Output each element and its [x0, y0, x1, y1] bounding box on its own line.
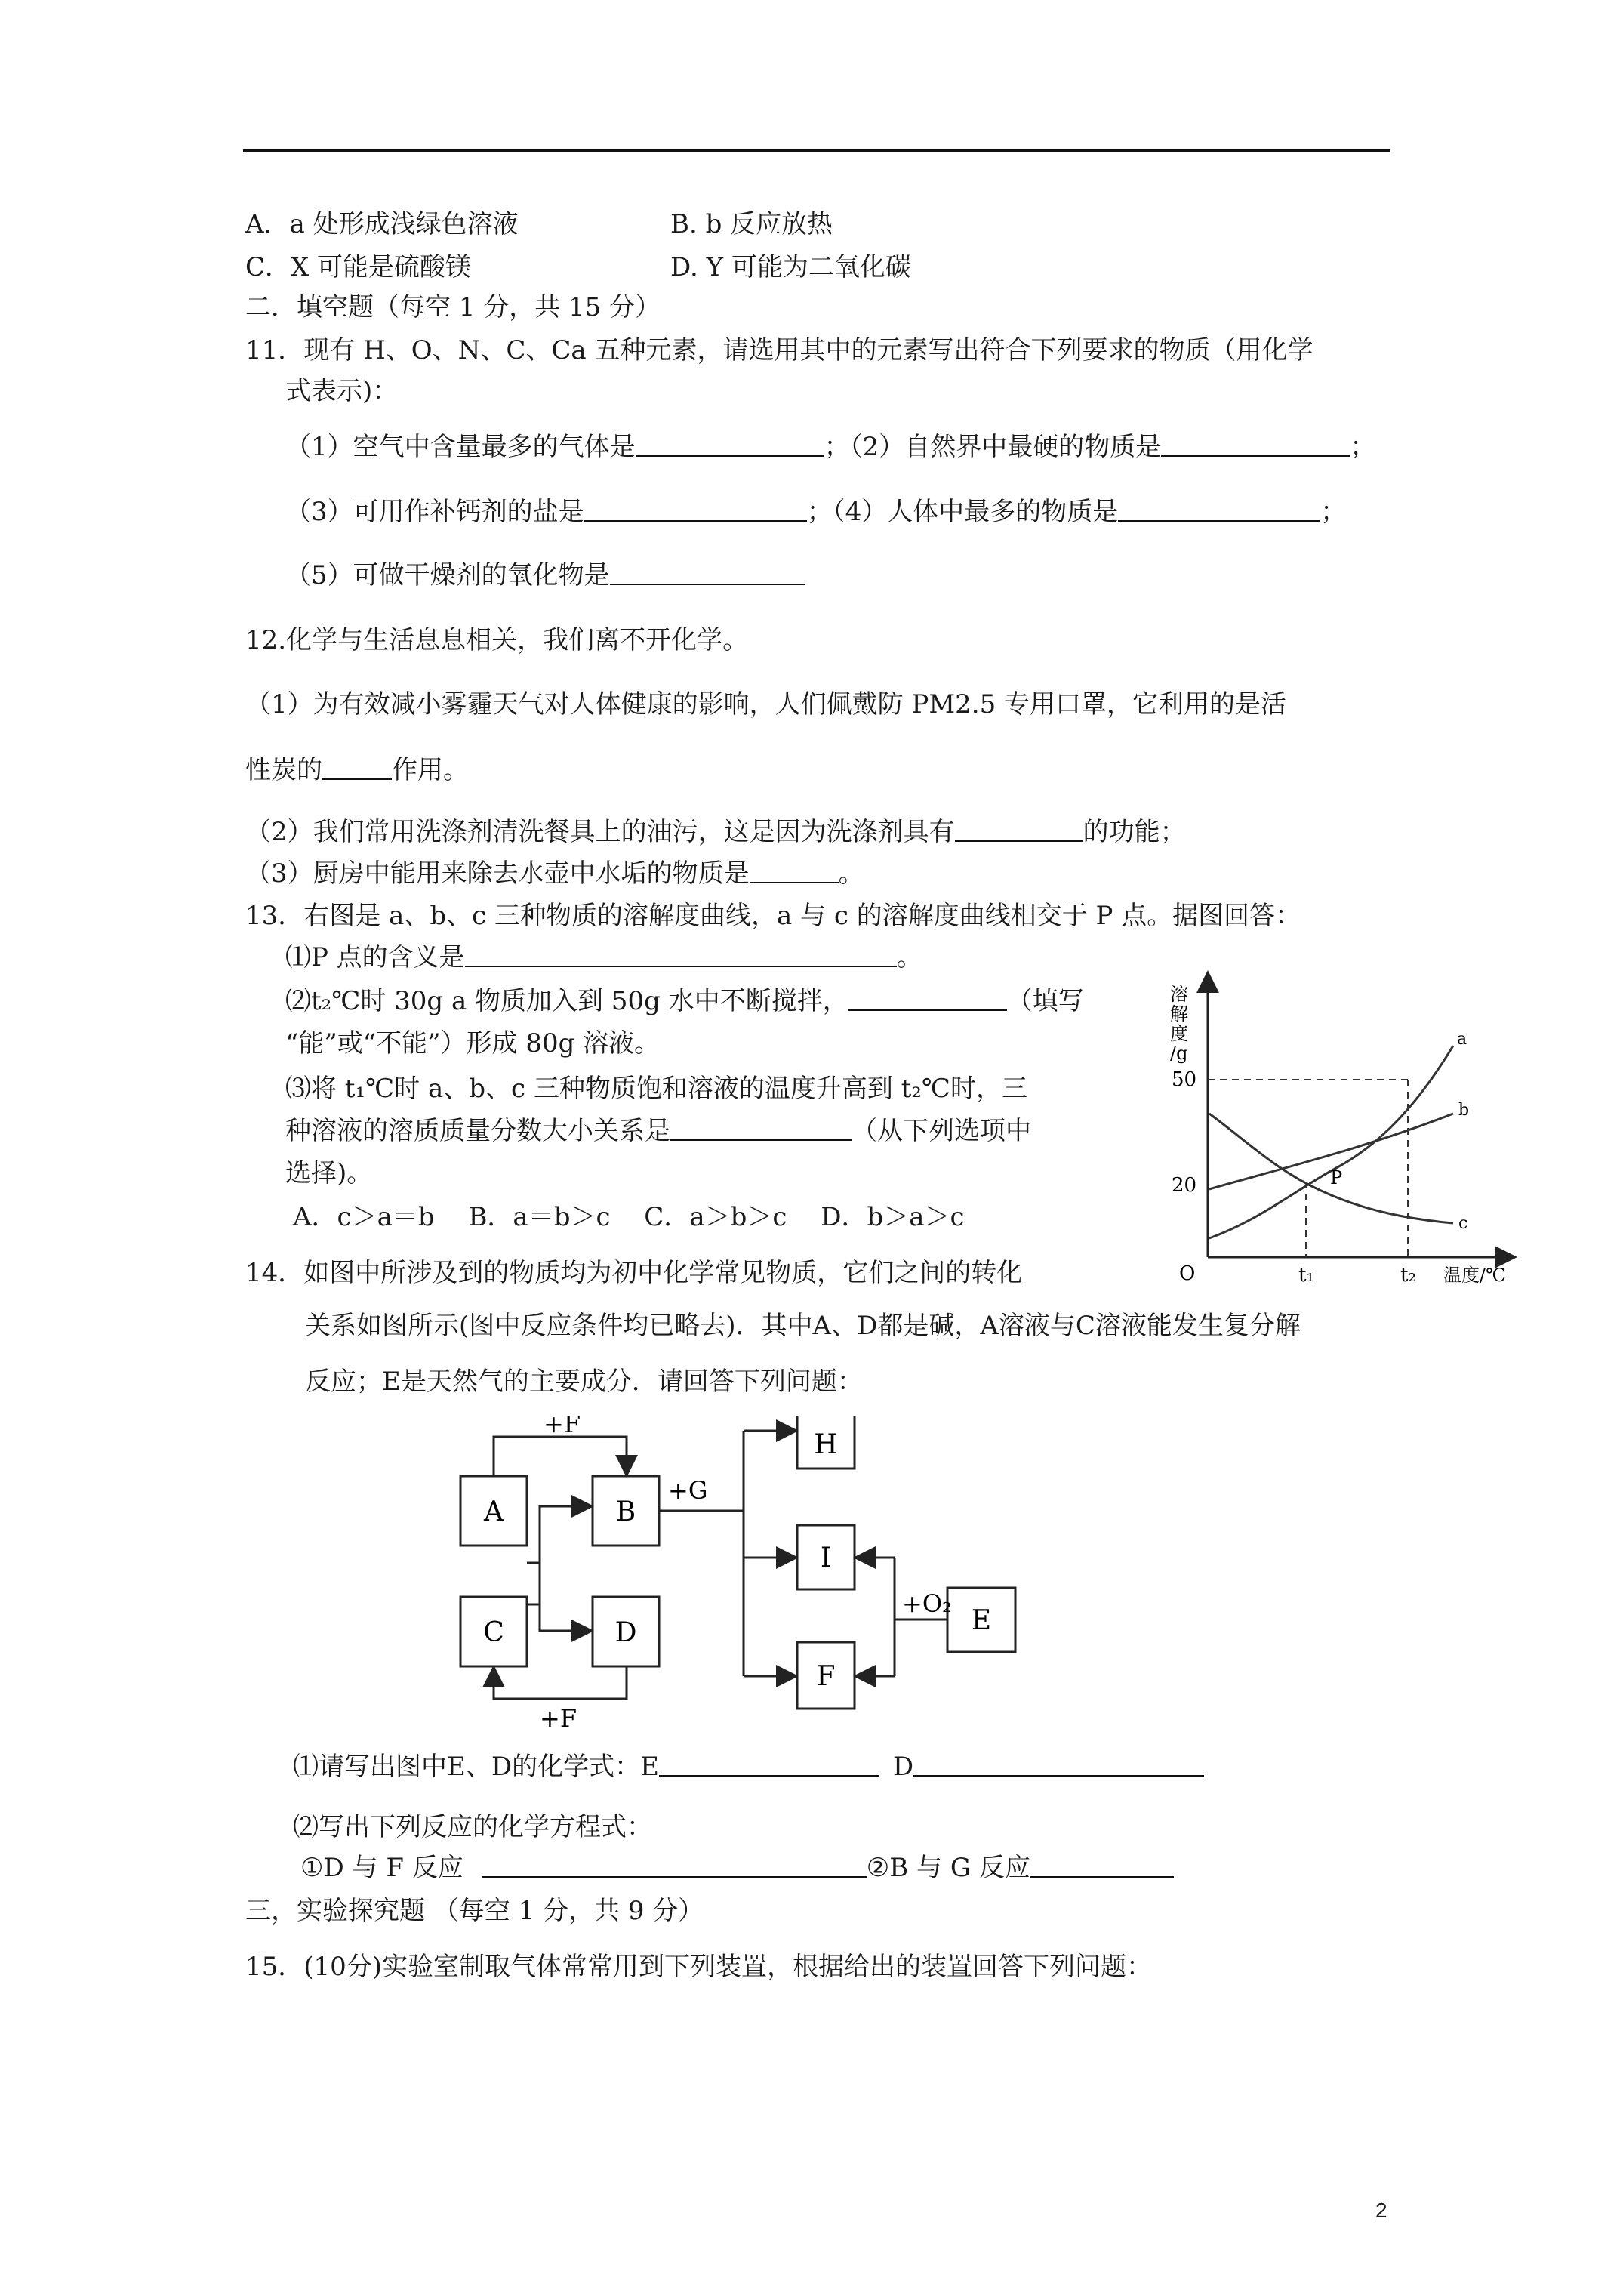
- q14-question-2: ⑵写出下列反应的化学方程式：: [293, 1812, 652, 1842]
- punct: ；: [1320, 497, 1347, 527]
- box-e-label: E: [971, 1605, 992, 1636]
- q11-part-3: （3）可用作补钙剂的盐是: [285, 497, 584, 527]
- answer-blank: [955, 816, 1083, 842]
- tick-t1: t₁: [1298, 1264, 1314, 1287]
- q10-option-a: A．a 处形成浅绿色溶液: [245, 209, 519, 239]
- q11-row-3: [285, 559, 805, 592]
- q13-text: ⑵t₂℃时 30g a 物质加入到 50g 水中不断搅拌，: [285, 986, 848, 1016]
- arrow-to-b: [540, 1506, 590, 1563]
- answer-blank: [913, 1751, 1204, 1777]
- q14-stem-2: 关系如图所示(图中反应条件均已略去)．其中A、D都是碱，A溶液与C溶液能发生复分解: [305, 1311, 1301, 1341]
- top-f-label: +F: [544, 1416, 581, 1438]
- q12-text: 性炭的: [245, 755, 322, 785]
- answer-blank: [610, 559, 805, 585]
- answer-blank: [584, 496, 807, 522]
- origin-label: O: [1179, 1262, 1196, 1285]
- bottom-f-label: +F: [540, 1704, 577, 1733]
- box-c-label: C: [483, 1617, 504, 1648]
- ylabel-2: 解: [1170, 1003, 1188, 1025]
- box-a-label: A: [484, 1496, 504, 1527]
- tick-t2: t₂: [1400, 1264, 1416, 1287]
- q13-part-1: [285, 941, 922, 974]
- answer-blank: [1030, 1852, 1174, 1878]
- q13-stem: 13．右图是 a、b、c 三种物质的溶解度曲线，a 与 c 的溶解度曲线相交于 P 点。据图回答：: [245, 901, 1301, 931]
- curve-b-label: b: [1458, 1101, 1470, 1120]
- q13-part-2: [285, 985, 1084, 1018]
- answer-blank: [670, 1115, 852, 1141]
- ylabel-3: 度: [1170, 1023, 1188, 1044]
- q14-stem-1: 14．如图中所涉及到的物质均为初中化学常见物质，它们之间的转化: [245, 1258, 1023, 1288]
- q13-options: A．c＞a＝b B．a＝b＞c C．a＞b＞c D．b＞a＞c: [293, 1202, 965, 1232]
- solubility-graph: [1163, 970, 1517, 1295]
- q14-question-1: [293, 1750, 1204, 1783]
- section-3-heading: 三，实验探究题 （每空 1 分，共 9 分）: [245, 1896, 704, 1926]
- answer-blank: [322, 754, 392, 780]
- answer-blank: [482, 1852, 867, 1878]
- answer-blank: [750, 858, 839, 883]
- q11-row-1: [285, 430, 1375, 464]
- answer-blank: [848, 985, 1007, 1011]
- q12-text: （2）我们常用洗涤剂清洗餐具上的油污，这是因为洗涤剂具有: [245, 817, 955, 847]
- q11-part-5: （5）可做干燥剂的氧化物是: [285, 560, 610, 590]
- arrow-to-d: [540, 1604, 590, 1631]
- q12-part-2: [245, 815, 1186, 849]
- q13-part-3: ⑶将 t₁℃时 a、b、c 三种物质饱和溶液的温度升高到 t₂℃时，三: [285, 1074, 1027, 1104]
- conversion-flow-diagram: [445, 1416, 1049, 1733]
- point-p-label: P: [1330, 1167, 1343, 1188]
- q12-text: 。: [838, 858, 864, 889]
- q12-part-1b: [245, 754, 469, 787]
- box-i-label: I: [820, 1542, 832, 1573]
- ylabel-1: 溶: [1170, 984, 1188, 1005]
- arrow-d-to-c: [494, 1666, 627, 1699]
- q13-text: 种溶液的溶质质量分数大小关系是: [285, 1116, 670, 1146]
- header-rule: [243, 149, 1390, 152]
- ylabel-4: /g: [1170, 1043, 1188, 1064]
- q12-text: 的功能；: [1083, 817, 1186, 847]
- q13-text: （从下列选项中: [852, 1116, 1031, 1146]
- q14-equations: [300, 1851, 1174, 1885]
- arrow-a-to-b: [494, 1437, 627, 1476]
- q13-text: ⑴P 点的含义是: [285, 942, 465, 972]
- answer-blank: [1118, 496, 1320, 522]
- tick-50: 50: [1172, 1068, 1197, 1091]
- q11-row-2: [285, 495, 1346, 529]
- answer-blank: [659, 1751, 879, 1777]
- q12-text: （3）厨房中能用来除去水壶中水垢的物质是: [245, 858, 750, 889]
- q11-stem-2: 式表示)：: [285, 376, 399, 406]
- box-d-label: D: [614, 1617, 637, 1648]
- q15-stem: 15．(10分)实验室制取气体常常用到下列装置，根据给出的装置回答下列问题：: [245, 1952, 1153, 1982]
- curve-c-label: c: [1458, 1214, 1468, 1233]
- q11-stem: 11．现有 H、O、N、C、Ca 五种元素，请选用其中的元素写出符合下列要求的物质（用化学: [245, 335, 1313, 365]
- answer-blank: [636, 431, 824, 457]
- answer-blank: [465, 942, 897, 967]
- punct: ；: [1350, 432, 1376, 462]
- q13-part-2-cont: “能”或“不能”）形成 80g 溶液。: [285, 1028, 661, 1059]
- q10-option-c: C．X 可能是硫酸镁: [245, 252, 472, 282]
- plus-g-label: +G: [668, 1476, 708, 1505]
- q14-text: ①D 与 F 反应: [300, 1853, 463, 1883]
- q13-text: 。: [896, 942, 922, 972]
- curve-a-label: a: [1457, 1030, 1467, 1049]
- q12-part-1a: （1）为有效减小雾霾天气对人体健康的影响，人们佩戴防 PM2.5 专用口罩，它利用的是活: [245, 689, 1287, 720]
- q14-text: ②B 与 G 反应: [866, 1853, 1030, 1883]
- q11-part-2: ；（2）自然界中最硬的物质是: [824, 432, 1162, 462]
- plus-o2-label: +O₂: [902, 1589, 952, 1618]
- q14-stem-3: 反应；E是天然气的主要成分．请回答下列问题：: [305, 1367, 863, 1397]
- q11-part-4: ；（4）人体中最多的物质是: [806, 497, 1119, 527]
- q12-stem: 12.化学与生活息息相关，我们离不开化学。: [245, 625, 749, 655]
- q14-text: ⑴请写出图中E、D的化学式：E: [293, 1752, 659, 1782]
- q11-part-1: （1）空气中含量最多的气体是: [285, 432, 636, 462]
- box-b-label: B: [615, 1496, 636, 1527]
- answer-blank: [1161, 431, 1350, 457]
- q13-part-3-end: 选择)。: [285, 1158, 373, 1188]
- q10-option-d: D. Y 可能为二氧化碳: [670, 252, 911, 282]
- q12-part-3: [245, 857, 864, 890]
- q12-text: 作用。: [392, 755, 469, 785]
- box-h-label: H: [814, 1429, 838, 1460]
- page-number: 2: [1375, 2199, 1387, 2222]
- q14-text: D: [892, 1752, 914, 1782]
- section-2-heading: 二．填空题（每空 1 分，共 15 分）: [245, 292, 661, 322]
- q13-text: （填写: [1006, 986, 1084, 1016]
- box-f-label: F: [816, 1661, 836, 1692]
- x-axis-label: 温度/℃: [1443, 1265, 1506, 1286]
- q13-part-3-cont: [285, 1114, 1031, 1148]
- tick-20: 20: [1172, 1174, 1197, 1197]
- q10-option-b: B. b 反应放热: [670, 209, 833, 239]
